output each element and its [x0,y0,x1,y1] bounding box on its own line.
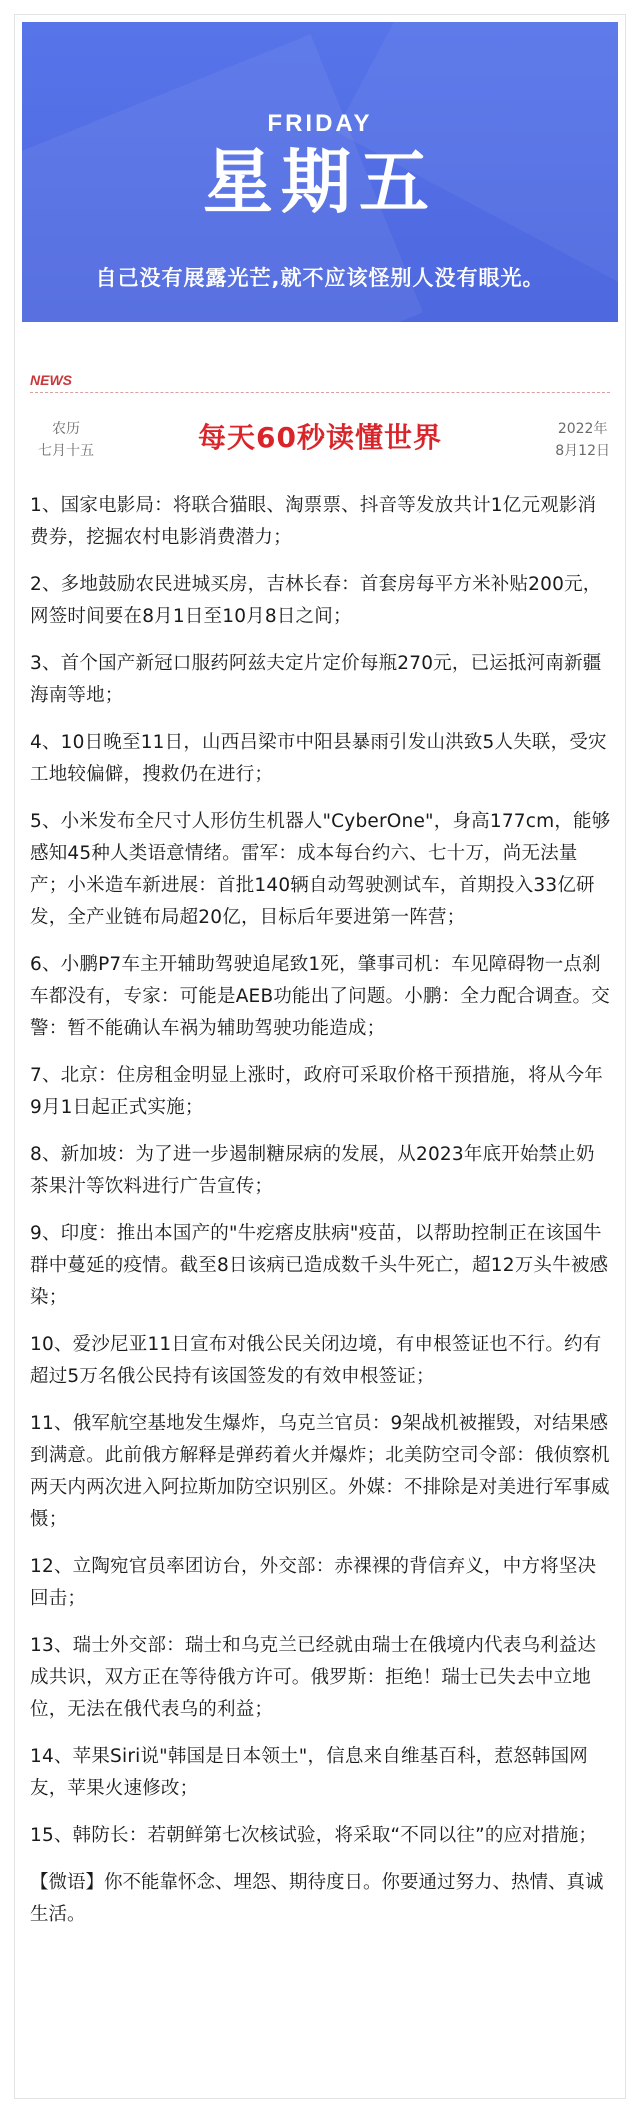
news-item: 4、10日晚至11日，山西吕梁市中阳县暴雨引发山洪致5人失联，受灾工地较偏僻，搜救仍在进行； [30,732,607,785]
news-item: 13、瑞士外交部：瑞士和乌克兰已经就由瑞士在俄境内代表乌利益达成共识，双方正在等待俄方许可。俄罗斯：拒绝！瑞士已失去中立地位，无法在俄代表乌的利益； [30,1635,597,1720]
date-month-day: 8月12日 [555,443,610,459]
news-item: 15、韩防长：若朝鲜第七次核试验，将采取“不同以往”的应对措施； [30,1825,598,1846]
news-item: 8、新加坡：为了进一步遏制糖尿病的发展，从2023年底开始禁止奶茶果汁等饮料进行广告宣传； [30,1144,595,1197]
banner-slogan: 自己没有展露光芒,就不应该怪别人没有眼光。 [95,266,545,290]
news-item: 6、小鹏P7车主开辅助驾驶追尾致1死，肇事司机：车见障碍物一点刹车都没有，专家：可能是AEB功能出了问题。小鹏：全力配合调查。交警：暂不能确认车祸为辅助驾驶功能造成； [30,954,610,1039]
news-item: 3、首个国产新冠口服药阿兹夫定片定价每瓶270元，已运抵河南新疆海南等地； [30,653,602,706]
gregorian-date [555,418,610,462]
news-item: 9、印度：推出本国产的"牛疙瘩皮肤病"疫苗，以帮助控制正在该国牛群中蔓延的疫情。截至8日该病已造成数千头牛死亡，超12万头牛被感染； [30,1223,609,1308]
page-title: 每天60秒读懂世界 [198,421,442,454]
lunar-label: 农历 [52,421,80,437]
news-list [30,490,612,1931]
news-tag: NEWS [30,372,72,388]
news-item: 11、俄军航空基地发生爆炸，乌克兰官员：9架战机被摧毁，对结果感到满意。此前俄方解释是弹药着火并爆炸；北美防空司令部：俄侦察机两天内两次进入阿拉斯加防空识别区。外媒：不排除是对美进行军事威慑； [30,1413,610,1530]
news-item: 2、多地鼓励农民进城买房，吉林长春：首套房每平方米补贴200元，网签时间要在8月1日至10月8日之间； [30,574,602,627]
date-year: 2022年 [557,421,608,437]
daily-motto: 【微语】你不能靠怀念、埋怨、期待度日。你要通过努力、热情、真诚生活。 [30,1872,604,1925]
news-item: 14、苹果Siri说"韩国是日本领土"，信息来自维基百科，惹怒韩国网友，苹果火速修改； [30,1746,588,1799]
weekday-chinese: 星期五 [203,141,437,223]
news-item: 7、北京：住房租金明显上涨时，政府可采取价格干预措施，将从今年9月1日起正式实施； [30,1065,603,1118]
weekday-english: FRIDAY [267,110,373,137]
header-banner [22,22,618,322]
lunar-date [38,418,94,462]
divider [30,392,610,393]
lunar-day: 七月十五 [38,443,94,459]
news-item: 12、立陶宛官员率团访台，外交部：赤裸裸的背信弃义，中方将坚决回击； [30,1556,597,1609]
news-item: 1、国家电影局：将联合猫眼、淘票票、抖音等发放共计1亿元观影消费券，挖掘农村电影消费潜力； [30,495,597,548]
news-item: 10、爱沙尼亚11日宣布对俄公民关闭边境，有申根签证也不行。约有超过5万名俄公民持有该国签发的有效申根签证； [30,1334,602,1387]
news-item: 5、小米发布全尺寸人形仿生机器人"CyberOne"，身高177cm，能够感知45种人类语意情绪。雷军：成本每台约六、七十万，尚无法量产；小米造车新进展：首批140辆自动驾驶测试车，首期投入33亿研发，全产业链布局超20亿，目标后年要进第一阵营； [30,811,611,928]
